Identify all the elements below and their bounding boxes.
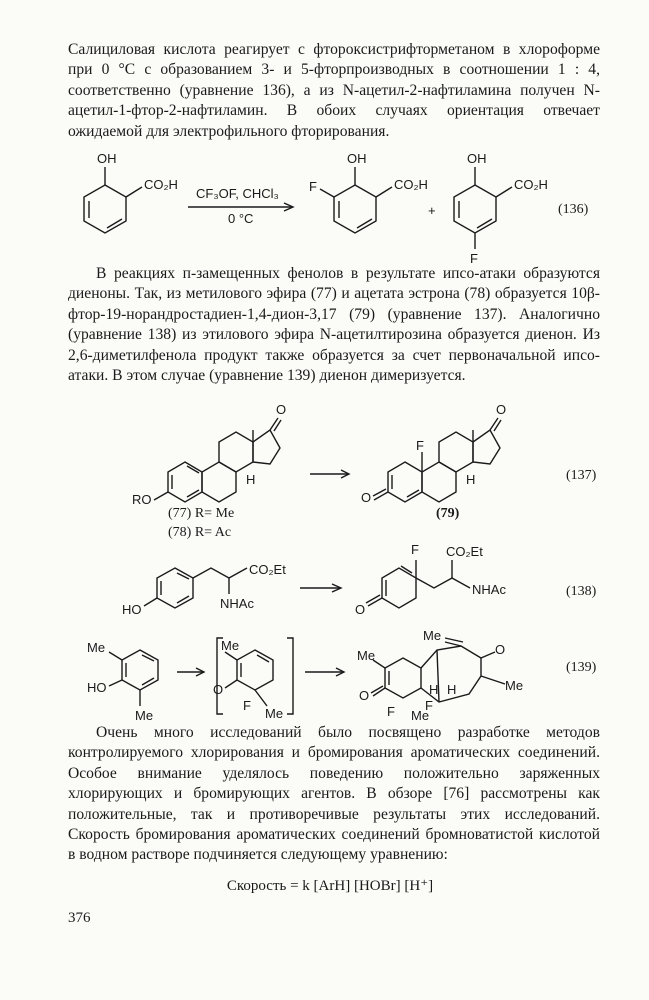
h-label: H [246,472,256,487]
dienone-o-label: O [359,688,370,703]
dienone-o-label: O [361,490,372,505]
me-label: Me [135,708,154,723]
fluorine-label: F [411,542,419,557]
reagent-label: CF₃OF, CHCl₃ [196,186,279,201]
compound-label-79: (79) [436,506,460,521]
h-label: H [429,682,439,697]
nhac-label: NHAc [220,596,254,611]
me-label: Me [87,640,106,655]
oh-label: OH [347,151,367,166]
equation-number-137: (137) [566,468,597,483]
equation-number-136: (136) [558,202,589,217]
plus-sign: + [428,203,436,218]
fluorine-label: F [243,698,251,713]
co2h-label: CO₂H [514,177,548,192]
ketone-o-label: O [276,402,287,417]
co2et-label: CO₂Et [249,562,286,577]
condition-label: 0 °C [228,211,254,226]
me-label: Me [423,628,442,643]
fluorine-label: F [470,251,478,266]
equation-number-139: (139) [566,660,597,675]
ro-label: RO [132,492,152,507]
paragraph-fluorination-salicylic: Салициловая кислота реагирует с фтороксистрифторметаном в хлороформе при 0 °С с образованием 3- и 5-фторпроизводных в соотношении 1 : 4, соответственно (уравнение 136), а из N-ацетил-2-нафтиламина получен N-ацетил-1-фтор-2-нафтиламин. В обоих случаях ориентация отвечает ожидаемой для электрофильного фторирования. [68,41,600,140]
dienone-o-label: O [213,682,224,697]
h-label: H [447,682,457,697]
reaction-138 [120,542,570,626]
me-label: Me [265,706,284,721]
ho-label: HO [122,602,142,617]
oh-label: OH [467,151,487,166]
equation-number-138: (138) [566,584,597,599]
fluorine-label: F [309,179,317,194]
me-label: Me [411,708,430,723]
benzene-ring [454,185,496,233]
reaction-136 [60,145,620,265]
me-label: Me [505,678,524,693]
compound-label-77: (77) R= Me [168,506,235,521]
oh-label: OH [97,151,117,166]
reaction-137 [130,400,550,510]
fluorine-label: F [416,438,424,453]
dienone-o-label: O [355,602,366,617]
nhac-label: NHAc [472,582,506,597]
reaction-139 [85,628,565,723]
rate-equation: Скорость = k [ArH] [HOBr] [H⁺] [226,878,434,894]
compound-label-78: (78) R= Ac [168,525,232,540]
ketone-o-label: O [496,402,507,417]
h-label: H [466,472,476,487]
paragraph-halogenation: Очень много исследований было посвящено разработке методов контролируемого хлорирования и бромирования ароматических соединений. Особое внимание уделялось поведению положительно заряженных хлорирующих и бромирующих агентов. В обзоре [76] рассмотрены как положительные, так и противоречивые результаты этих исследований. Скорость бромирования ароматических соединений бромноватистой кислотой в водном растворе подчиняется следующему уравнению: [68,724,600,864]
ho-label: HO [87,680,107,695]
co2et-label: CO₂Et [446,544,483,559]
fluorine-label: F [425,698,433,713]
benzene-ring [84,185,126,233]
me-label: Me [357,648,376,663]
ketone-o-label: O [495,642,506,657]
me-label: Me [221,638,240,653]
co2h-label: CO₂H [394,177,428,192]
bracket-right [287,638,293,714]
page-number: 376 [68,910,91,926]
co2h-label: CO₂H [144,177,178,192]
benzene-ring [334,185,376,233]
fluorine-label: F [387,704,395,719]
paragraph-ipso-attack: В реакциях п-замещенных фенолов в результате ипсо-атаки образуются диеноны. Так, из метилового эфира (77) и ацетата эстрона (78) образуется 10β-фтор-19-норандростадиен-1,4-дион-3,17 (79) (уравнение 137). Аналогично (уравнение 138) из этилового эфира N-ацетилтирозина образуется диенон. Из 2,6-диметилфенола продукт также образуется за счет первоначальной ипсо-атаки. В этом случае (уравнение 139) диенон димеризуется. [68,265,600,385]
